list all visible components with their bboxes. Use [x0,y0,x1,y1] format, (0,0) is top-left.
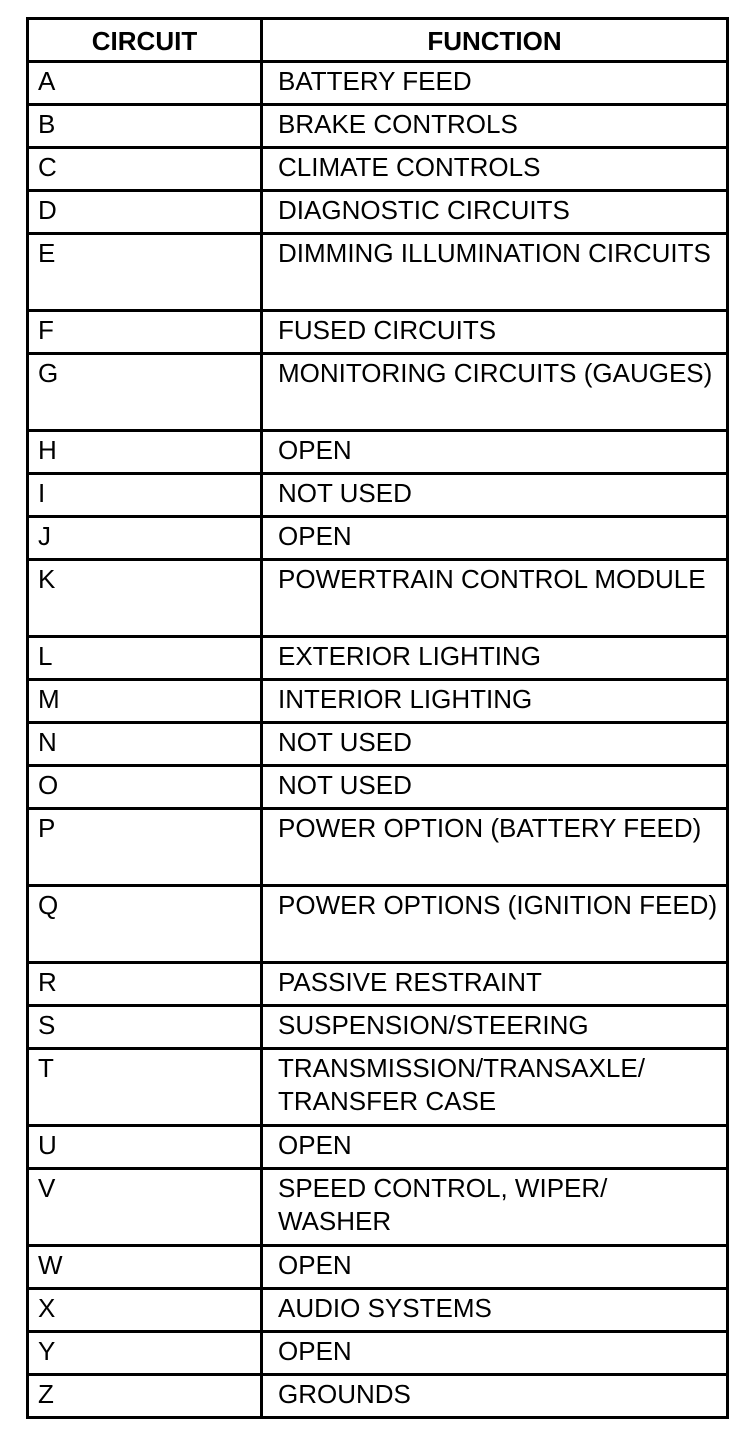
function-cell: BATTERY FEED [262,62,728,105]
table-row [28,62,728,105]
circuit-cell: A [28,62,262,105]
circuit-cell: T [28,1049,262,1126]
function-cell: SPEED CONTROL, WIPER/ WASHER [262,1169,728,1246]
table-row [28,1006,728,1049]
function-cell: FUSED CIRCUITS [262,311,728,354]
circuit-cell: C [28,148,262,191]
function-cell: POWERTRAIN CONTROL MODULE [262,560,728,637]
table-row [28,474,728,517]
table-row [28,431,728,474]
function-cell: OPEN [262,431,728,474]
circuit-cell: M [28,680,262,723]
table-body [28,62,728,1418]
table-row [28,560,728,637]
table-row [28,637,728,680]
circuit-cell: Q [28,886,262,963]
circuit-cell: X [28,1289,262,1332]
table-row [28,766,728,809]
function-cell: POWER OPTION (BATTERY FEED) [262,809,728,886]
circuit-cell: R [28,963,262,1006]
circuit-cell: Y [28,1332,262,1375]
table-row [28,809,728,886]
function-cell: PASSIVE RESTRAINT [262,963,728,1006]
circuit-cell: J [28,517,262,560]
circuit-cell: V [28,1169,262,1246]
table-row [28,1289,728,1332]
function-cell: DIMMING ILLUMINATION CIRCUITS [262,234,728,311]
circuit-cell: U [28,1126,262,1169]
function-cell: CLIMATE CONTROLS [262,148,728,191]
column-header-function: FUNCTION [262,19,728,62]
table-row [28,105,728,148]
table-row [28,723,728,766]
function-cell: GROUNDS [262,1375,728,1418]
function-cell: OPEN [262,1126,728,1169]
table-row [28,1169,728,1246]
table-row [28,886,728,963]
table-row [28,191,728,234]
function-cell: OPEN [262,517,728,560]
function-cell: EXTERIOR LIGHTING [262,637,728,680]
table-row [28,1126,728,1169]
circuit-cell: F [28,311,262,354]
function-cell: MONITORING CIRCUITS (GAUGES) [262,354,728,431]
table-row [28,1049,728,1126]
circuit-cell: Z [28,1375,262,1418]
circuit-cell: D [28,191,262,234]
circuit-cell: E [28,234,262,311]
circuit-cell: H [28,431,262,474]
table-row [28,963,728,1006]
circuit-cell: S [28,1006,262,1049]
function-cell: BRAKE CONTROLS [262,105,728,148]
circuit-cell: P [28,809,262,886]
table-row [28,1375,728,1418]
table-row [28,680,728,723]
table-row [28,1246,728,1289]
circuit-cell: G [28,354,262,431]
function-cell: SUSPENSION/STEERING [262,1006,728,1049]
function-cell: INTERIOR LIGHTING [262,680,728,723]
function-cell: DIAGNOSTIC CIRCUITS [262,191,728,234]
function-cell: TRANSMISSION/TRANSAXLE/ TRANSFER CASE [262,1049,728,1126]
table-row [28,517,728,560]
circuit-cell: W [28,1246,262,1289]
table-row [28,311,728,354]
function-cell: NOT USED [262,723,728,766]
table-row [28,148,728,191]
function-cell: NOT USED [262,766,728,809]
function-cell: AUDIO SYSTEMS [262,1289,728,1332]
circuit-cell: K [28,560,262,637]
function-cell: POWER OPTIONS (IGNITION FEED) [262,886,728,963]
function-cell: NOT USED [262,474,728,517]
circuit-cell: O [28,766,262,809]
function-cell: OPEN [262,1246,728,1289]
circuit-function-table [26,17,729,1419]
column-header-circuit: CIRCUIT [28,19,262,62]
table-row [28,234,728,311]
circuit-cell: I [28,474,262,517]
function-cell: OPEN [262,1332,728,1375]
table-row [28,1332,728,1375]
table-row [28,354,728,431]
circuit-cell: B [28,105,262,148]
circuit-cell: N [28,723,262,766]
header-row [28,19,728,62]
circuit-cell: L [28,637,262,680]
